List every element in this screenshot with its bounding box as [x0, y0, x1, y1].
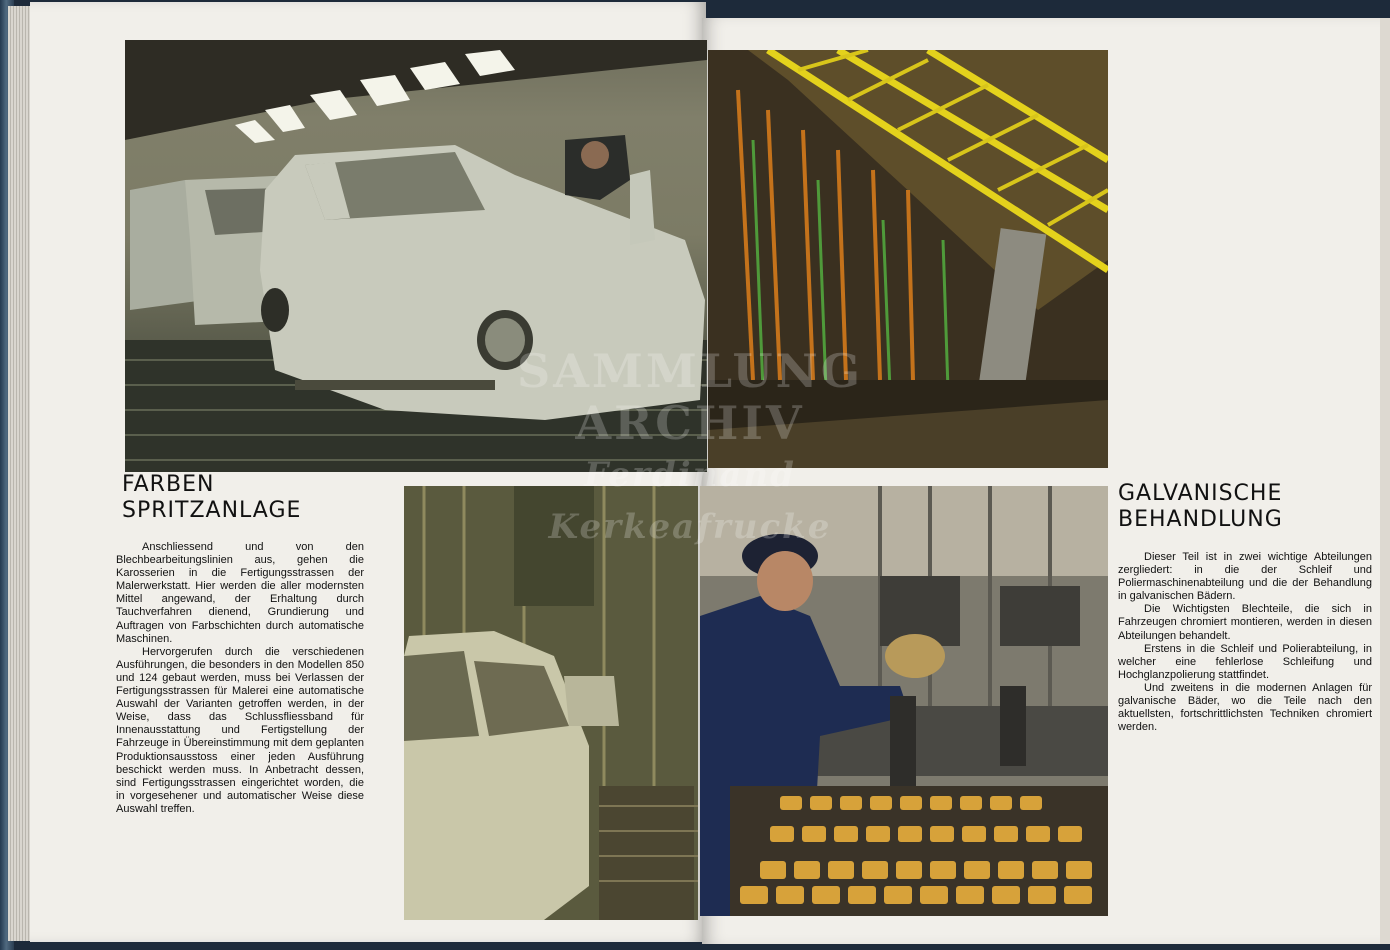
- watermark-line2: ARCHIV: [575, 396, 805, 450]
- watermark-line4: Kerkeafrucke: [548, 507, 832, 547]
- right-body-text: [1118, 551, 1372, 734]
- spray-booth-illustration: [125, 40, 707, 472]
- heading-left-line1: FARBEN: [122, 472, 215, 497]
- right-page-edge: [1380, 18, 1390, 944]
- polishing-worker-illustration: [700, 486, 1108, 916]
- assembly-line-illustration: [404, 486, 698, 920]
- left-paragraph-1: Anschliessend und von den Blechbearbeitungslinien aus, gehen die Karosserien in die Fertigungsstrassen der Malerwerkstatt. Hier werden die aller modernsten Mittel angewand, der Erhaltung durch Tauchverfahren dienend, Grundierung und Auftragen von Farbschichten durch automatische Maschinen.: [116, 541, 364, 645]
- galvanic-line-illustration: [708, 50, 1108, 468]
- photo-polishing-worker: [700, 486, 1108, 916]
- watermark-line3: Ferdinand: [584, 455, 796, 495]
- photo-galvanic-line: [708, 50, 1108, 468]
- right-paragraph-3: Erstens in die Schleif und Polierabteilung, in welcher eine fehlerlose Schleifung und Hochglanzpolierung stattfindet.: [1118, 642, 1372, 681]
- heading-right-line2: BEHANDLUNG: [1118, 507, 1283, 532]
- right-paragraph-1: Dieser Teil ist in zwei wichtige Abteilungen zergliedert: in die der Schleif und Poliermaschinenabteilung und die der Behandlung in galvanischen Bädern.: [1118, 551, 1372, 603]
- photo-assembly-line: [404, 486, 698, 920]
- right-paragraph-2: Die Wichtigsten Blechteile, die sich in Fahrzeugen chromiert montieren, werden in diesen Abteilungen behandelt.: [1118, 603, 1372, 642]
- right-paragraph-4: Und zweitens in die modernen Anlagen für galvanische Bäder, wo die Teile nach den aktuellsten, fortschrittlichsten Techniken chromiert werden.: [1118, 681, 1372, 734]
- heading-left-line2: SPRITZANLAGE: [122, 498, 302, 523]
- watermark-line1: SAMMLUNG: [516, 344, 864, 398]
- left-body-text: [116, 541, 364, 816]
- heading-farben-spritzanlage: [122, 472, 301, 524]
- heading-right-line1: GALVANISCHE: [1118, 481, 1283, 506]
- photo-paint-spray-booth: [125, 40, 707, 472]
- heading-galvanische-behandlung: [1118, 481, 1283, 533]
- left-paragraph-2: Hervorgerufen durch die verschiedenen Ausführungen, die besonders in den Modellen 850 und 124 gebaut werden, muss bei Verlassen der Fertigungsstrassen für Malerei eine automatische Auswahl der Varianten getroffen werden, in der Weise, dass das Schlussfliessband für Innenausstattung und Fertigstellung der Fahrzeuge in Übereinstimmung mit dem geplanten Produktionsausstoss einer jeden Ausführung beschickt werden muss. In Anbetracht dessen, sind Fertigungsstrassen eingerichtet worden, die in vorgesehener und automatischer Weise diese Auswahl treffen.: [116, 645, 364, 815]
- page-stack-edge: [8, 6, 32, 941]
